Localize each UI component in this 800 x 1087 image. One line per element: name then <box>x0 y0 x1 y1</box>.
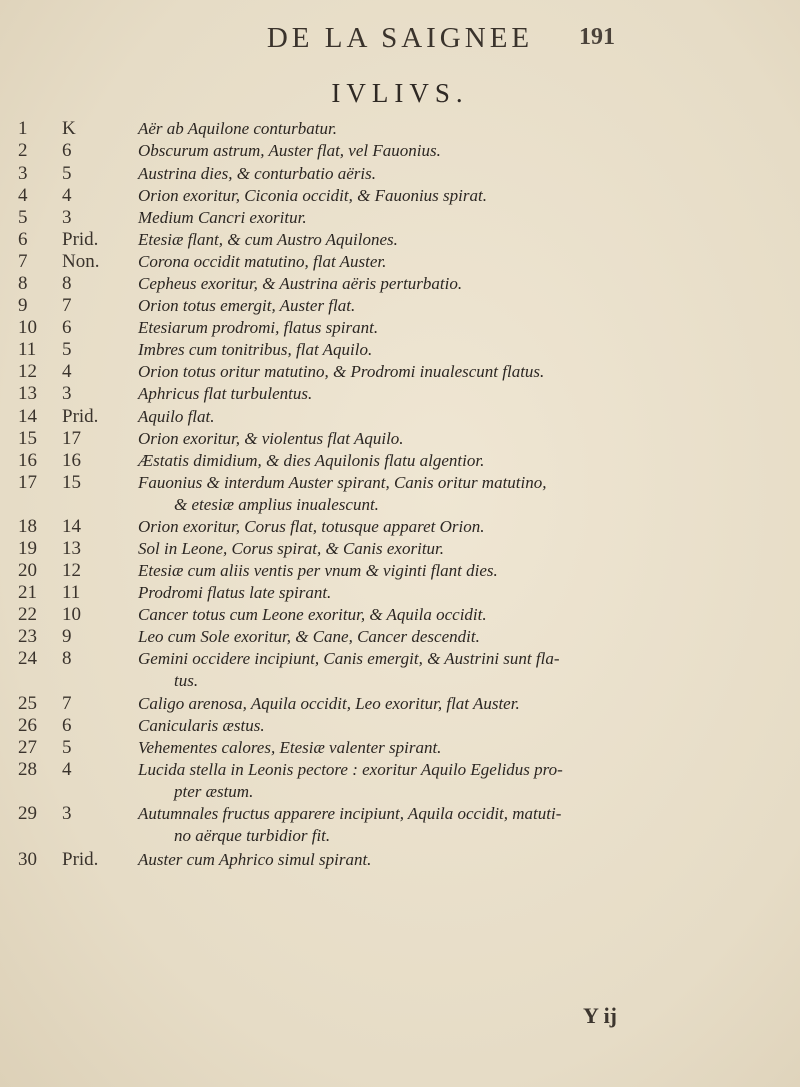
roman-date: 6 <box>62 140 72 161</box>
weather-note-line: Etesiæ cum aliis ventis per vnum & viginti flant dies. <box>138 561 498 580</box>
day-number: 25 <box>18 693 37 714</box>
weather-note-line: Prodromi flatus late spirant. <box>138 583 332 602</box>
weather-note-line: Æstatis dimidium, & dies Aquilonis flatu algentior. <box>138 451 485 470</box>
day-number: 4 <box>18 185 28 206</box>
weather-note-line: Obscurum astrum, Auster flat, vel Fauonius. <box>138 141 441 160</box>
day-number: 19 <box>18 538 37 559</box>
day-number: 8 <box>18 273 28 294</box>
day-number: 23 <box>18 626 37 647</box>
weather-note-continuation: & etesiæ amplius inualescunt. <box>174 495 379 514</box>
weather-note-line: Lucida stella in Leonis pectore : exoritur Aquilo Egelidus pro- <box>138 760 563 779</box>
day-number: 21 <box>18 582 37 603</box>
weather-note <box>138 361 788 383</box>
weather-note-line: Cepheus exoritur, & Austrina aëris perturbatio. <box>138 274 463 293</box>
weather-note-line: Cancer totus cum Leone exoritur, & Aquila occidit. <box>138 605 487 624</box>
roman-date: 15 <box>62 472 81 493</box>
roman-date: Prid. <box>62 229 99 250</box>
weather-note <box>138 582 788 604</box>
day-number: 10 <box>18 317 37 338</box>
roman-date: 7 <box>62 693 72 714</box>
roman-date: 4 <box>62 759 72 780</box>
weather-note-line: Aquilo flat. <box>138 407 215 426</box>
weather-note <box>138 185 788 207</box>
weather-note <box>138 295 788 317</box>
day-number: 24 <box>18 648 37 669</box>
weather-note-line: Imbres cum tonitribus, flat Aquilo. <box>138 340 373 359</box>
weather-note-line: Auster cum Aphrico simul spirant. <box>138 850 372 869</box>
roman-date: 7 <box>62 295 72 316</box>
weather-note-line: Medium Cancri exoritur. <box>138 208 307 227</box>
day-number: 2 <box>18 140 28 161</box>
day-number: 30 <box>18 849 37 870</box>
weather-note <box>138 229 788 251</box>
roman-date: 3 <box>62 207 72 228</box>
day-number: 12 <box>18 361 37 382</box>
weather-note-line: Orion exoritur, Ciconia occidit, & Fauonius spirat. <box>138 186 487 205</box>
weather-note-line: Fauonius & interdum Auster spirant, Canis oritur matutino, <box>138 473 547 492</box>
weather-note-line: Aphricus flat turbulentus. <box>138 384 313 403</box>
weather-note-line: Orion exoritur, Corus flat, totusque apparet Orion. <box>138 517 485 536</box>
weather-note <box>138 163 788 185</box>
weather-note <box>138 715 788 737</box>
folio-number: 191 <box>579 24 615 50</box>
weather-note <box>138 317 788 339</box>
day-number: 11 <box>18 339 37 360</box>
roman-date: 6 <box>62 317 72 338</box>
roman-date: 12 <box>62 560 81 581</box>
day-number: 16 <box>18 450 37 471</box>
weather-note <box>138 383 788 405</box>
day-number: 27 <box>18 737 37 758</box>
roman-date: K <box>62 118 76 139</box>
weather-note <box>138 737 788 759</box>
roman-date: 3 <box>62 383 72 404</box>
day-number: 5 <box>18 207 28 228</box>
weather-note <box>138 560 788 582</box>
day-number: 22 <box>18 604 37 625</box>
weather-note-continuation: tus. <box>174 671 199 690</box>
roman-date: 4 <box>62 185 72 206</box>
weather-note <box>138 604 788 626</box>
weather-note-line: Orion exoritur, & violentus flat Aquilo. <box>138 429 404 448</box>
weather-note-line: Orion totus oritur matutino, & Prodromi inualescunt flatus. <box>138 362 545 381</box>
roman-date: 11 <box>62 582 81 603</box>
roman-date: 17 <box>62 428 81 449</box>
roman-date: 5 <box>62 737 72 758</box>
weather-note <box>138 251 788 273</box>
day-number: 20 <box>18 560 37 581</box>
roman-date: Prid. <box>62 406 99 427</box>
weather-note <box>138 339 788 361</box>
weather-note <box>138 207 788 229</box>
weather-note <box>138 118 788 140</box>
weather-note <box>138 140 788 162</box>
roman-date: 13 <box>62 538 81 559</box>
day-number: 29 <box>18 803 37 824</box>
weather-note-continuation: pter æstum. <box>174 782 254 801</box>
roman-date: 10 <box>62 604 81 625</box>
day-number: 17 <box>18 472 37 493</box>
weather-note-line: Aër ab Aquilone conturbatur. <box>138 119 337 138</box>
day-number: 18 <box>18 516 37 537</box>
weather-note <box>138 538 788 560</box>
day-number: 13 <box>18 383 37 404</box>
weather-note-line: Gemini occidere incipiunt, Canis emergit, & Austrini sunt fla- <box>138 649 560 668</box>
roman-date: 14 <box>62 516 81 537</box>
roman-date: 4 <box>62 361 72 382</box>
roman-date: 8 <box>62 273 72 294</box>
roman-date: 9 <box>62 626 72 647</box>
roman-date: 3 <box>62 803 72 824</box>
weather-note <box>138 626 788 648</box>
weather-note-line: Sol in Leone, Corus spirat, & Canis exoritur. <box>138 539 445 558</box>
weather-note-line: Vehementes calores, Etesiæ valenter spirant. <box>138 738 442 757</box>
signature-mark: Y ij <box>583 1003 618 1028</box>
weather-note <box>138 693 788 715</box>
weather-note <box>138 450 788 472</box>
day-number: 28 <box>18 759 37 780</box>
day-number: 14 <box>18 406 37 427</box>
day-number: 26 <box>18 715 37 736</box>
roman-date: Prid. <box>62 849 99 870</box>
day-number: 3 <box>18 163 28 184</box>
day-number: 15 <box>18 428 37 449</box>
weather-note <box>138 849 788 871</box>
day-number: 6 <box>18 229 28 250</box>
weather-note <box>138 803 788 847</box>
day-number: 1 <box>18 118 28 139</box>
weather-note-continuation: no aërque turbidior fit. <box>174 826 331 845</box>
day-number: 9 <box>18 295 28 316</box>
month-title: IVLIVS. <box>331 78 469 108</box>
weather-note <box>138 759 788 803</box>
weather-note-line: Leo cum Sole exoritur, & Cane, Cancer descendit. <box>138 627 480 646</box>
weather-note-line: Caligo arenosa, Aquila occidit, Leo exoritur, flat Auster. <box>138 694 520 713</box>
weather-note <box>138 273 788 295</box>
weather-note-line: Autumnales fructus apparere incipiunt, Aquila occidit, matuti- <box>138 804 562 823</box>
weather-note-line: Etesiarum prodromi, flatus spirant. <box>138 318 379 337</box>
running-head: DE LA SAIGNEE <box>266 22 534 54</box>
weather-note-line: Corona occidit matutino, flat Auster. <box>138 252 387 271</box>
roman-date: 6 <box>62 715 72 736</box>
weather-note <box>138 472 788 516</box>
roman-date: 5 <box>62 339 72 360</box>
roman-date: 5 <box>62 163 72 184</box>
day-number: 7 <box>18 251 28 272</box>
weather-note-line: Orion totus emergit, Auster flat. <box>138 296 356 315</box>
weather-note <box>138 516 788 538</box>
roman-date: 16 <box>62 450 81 471</box>
weather-note-line: Etesiæ flant, & cum Austro Aquilones. <box>138 230 398 249</box>
weather-note-line: Austrina dies, & conturbatio aëris. <box>138 164 376 183</box>
weather-note <box>138 406 788 428</box>
weather-note <box>138 428 788 450</box>
weather-note-line: Canicularis æstus. <box>138 716 265 735</box>
roman-date: Non. <box>62 251 100 272</box>
roman-date: 8 <box>62 648 72 669</box>
weather-note <box>138 648 788 692</box>
